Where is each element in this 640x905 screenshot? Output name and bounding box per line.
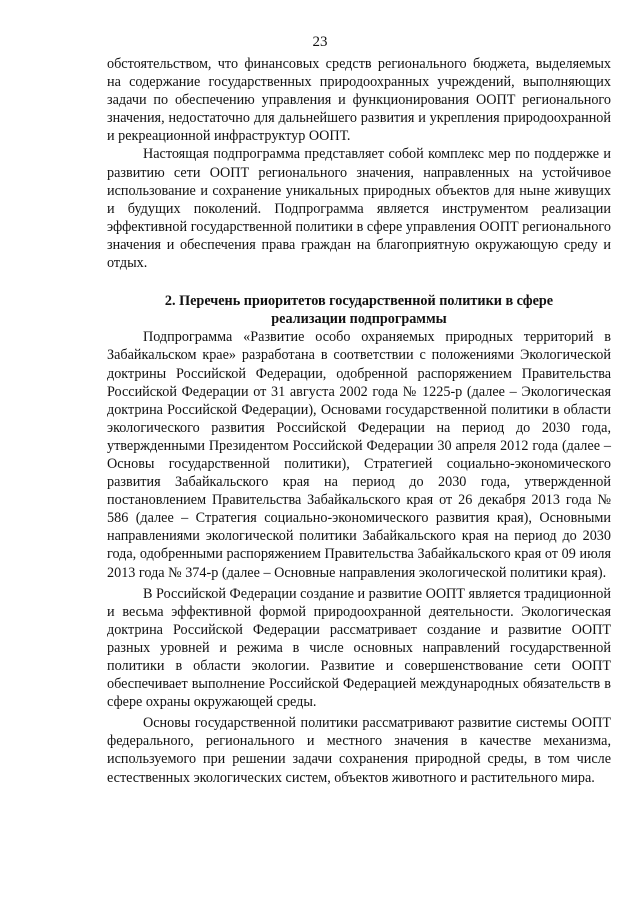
page-number: 23: [312, 34, 328, 50]
paragraph-continuation: обстоятельством, что финансовых средств регионального бюджета, выделяемых на содержание государственных природоохранных учреждений, выполняющих задачи по обеспечению управления и функционирования ООПТ регионального значения, недостаточно для дальнейшего развития и укрепления природоохранной и рекреационной инфраструктур ООПТ.: [107, 56, 611, 145]
section-heading: [107, 292, 611, 328]
paragraph-subprogram-description: Настоящая подпрограмма представляет собой комплекс мер по поддержке и развитию сети ООПТ регионального значения, направленных на устойчивое использование и сохранение уникальных природных объектов для ныне живущих и будущих поколений. Подпрограмма является инструментом реализации эффективной государственной политики в сфере управления ООПТ регионального значения и обеспечения права граждан на благоприятную окружающую среду и отдых.: [107, 146, 611, 272]
paragraph-legal-basis: Подпрограмма «Развитие особо охраняемых природных территорий в Забайкальском крае» разработана в соответствии с положениями Экологической доктрины Российской Федерации, одобренной распоряжением Правительства Российской Федерации от 31 августа 2002 года № 1225-р (далее – Экологическая доктрина Российской Федерации), Основами государственной политики в области экологического развития Российской Федерации на период до 2030 года, утвержденными Президентом Российской Федерации 30 апреля 2012 года (далее – Основы государственной политики), Стратегией социально-экономического развития Забайкальского края на период до 2030 года, утвержденной постановлением Правительства Забайкальского края от 26 декабря 2013 года № 586 (далее – Стратегия социально-экономического развития края), Основными направлениями экологической политики Забайкальского края на период до 2030 года, одобренными распоряжением Правительства Забайкальского края от 09 июля 2013 года № 374-р (далее – Основные направления экологической политики края).: [107, 329, 611, 581]
section-heading-line-2: реализации подпрограммы: [271, 311, 447, 328]
paragraph-russian-federation-oopt: В Российской Федерации создание и развитие ООПТ является традиционной и весьма эффективной формой природоохранной деятельности. Экологическая доктрина Российской Федерации рассматривает создание и развитие ООПТ разных уровней и режима в числе основных направлений государственной политики в области экологии. Развитие и совершенствование сети ООПТ обеспечивает выполнение Российской Федерацией международных обязательств в сфере охраны окружающей среды.: [107, 585, 611, 711]
paragraph-state-policy-basis: Основы государственной политики рассматривают развитие системы ООПТ федерального, регионального и местного значения в качестве механизма, используемого при решении задачи сохранения природной среды, в том числе естественных экологических систем, объектов животного и растительного мира.: [107, 715, 611, 786]
section-heading-line-1: 2. Перечень приоритетов государственной политики в сфере: [164, 293, 554, 310]
document-body: [107, 55, 611, 787]
